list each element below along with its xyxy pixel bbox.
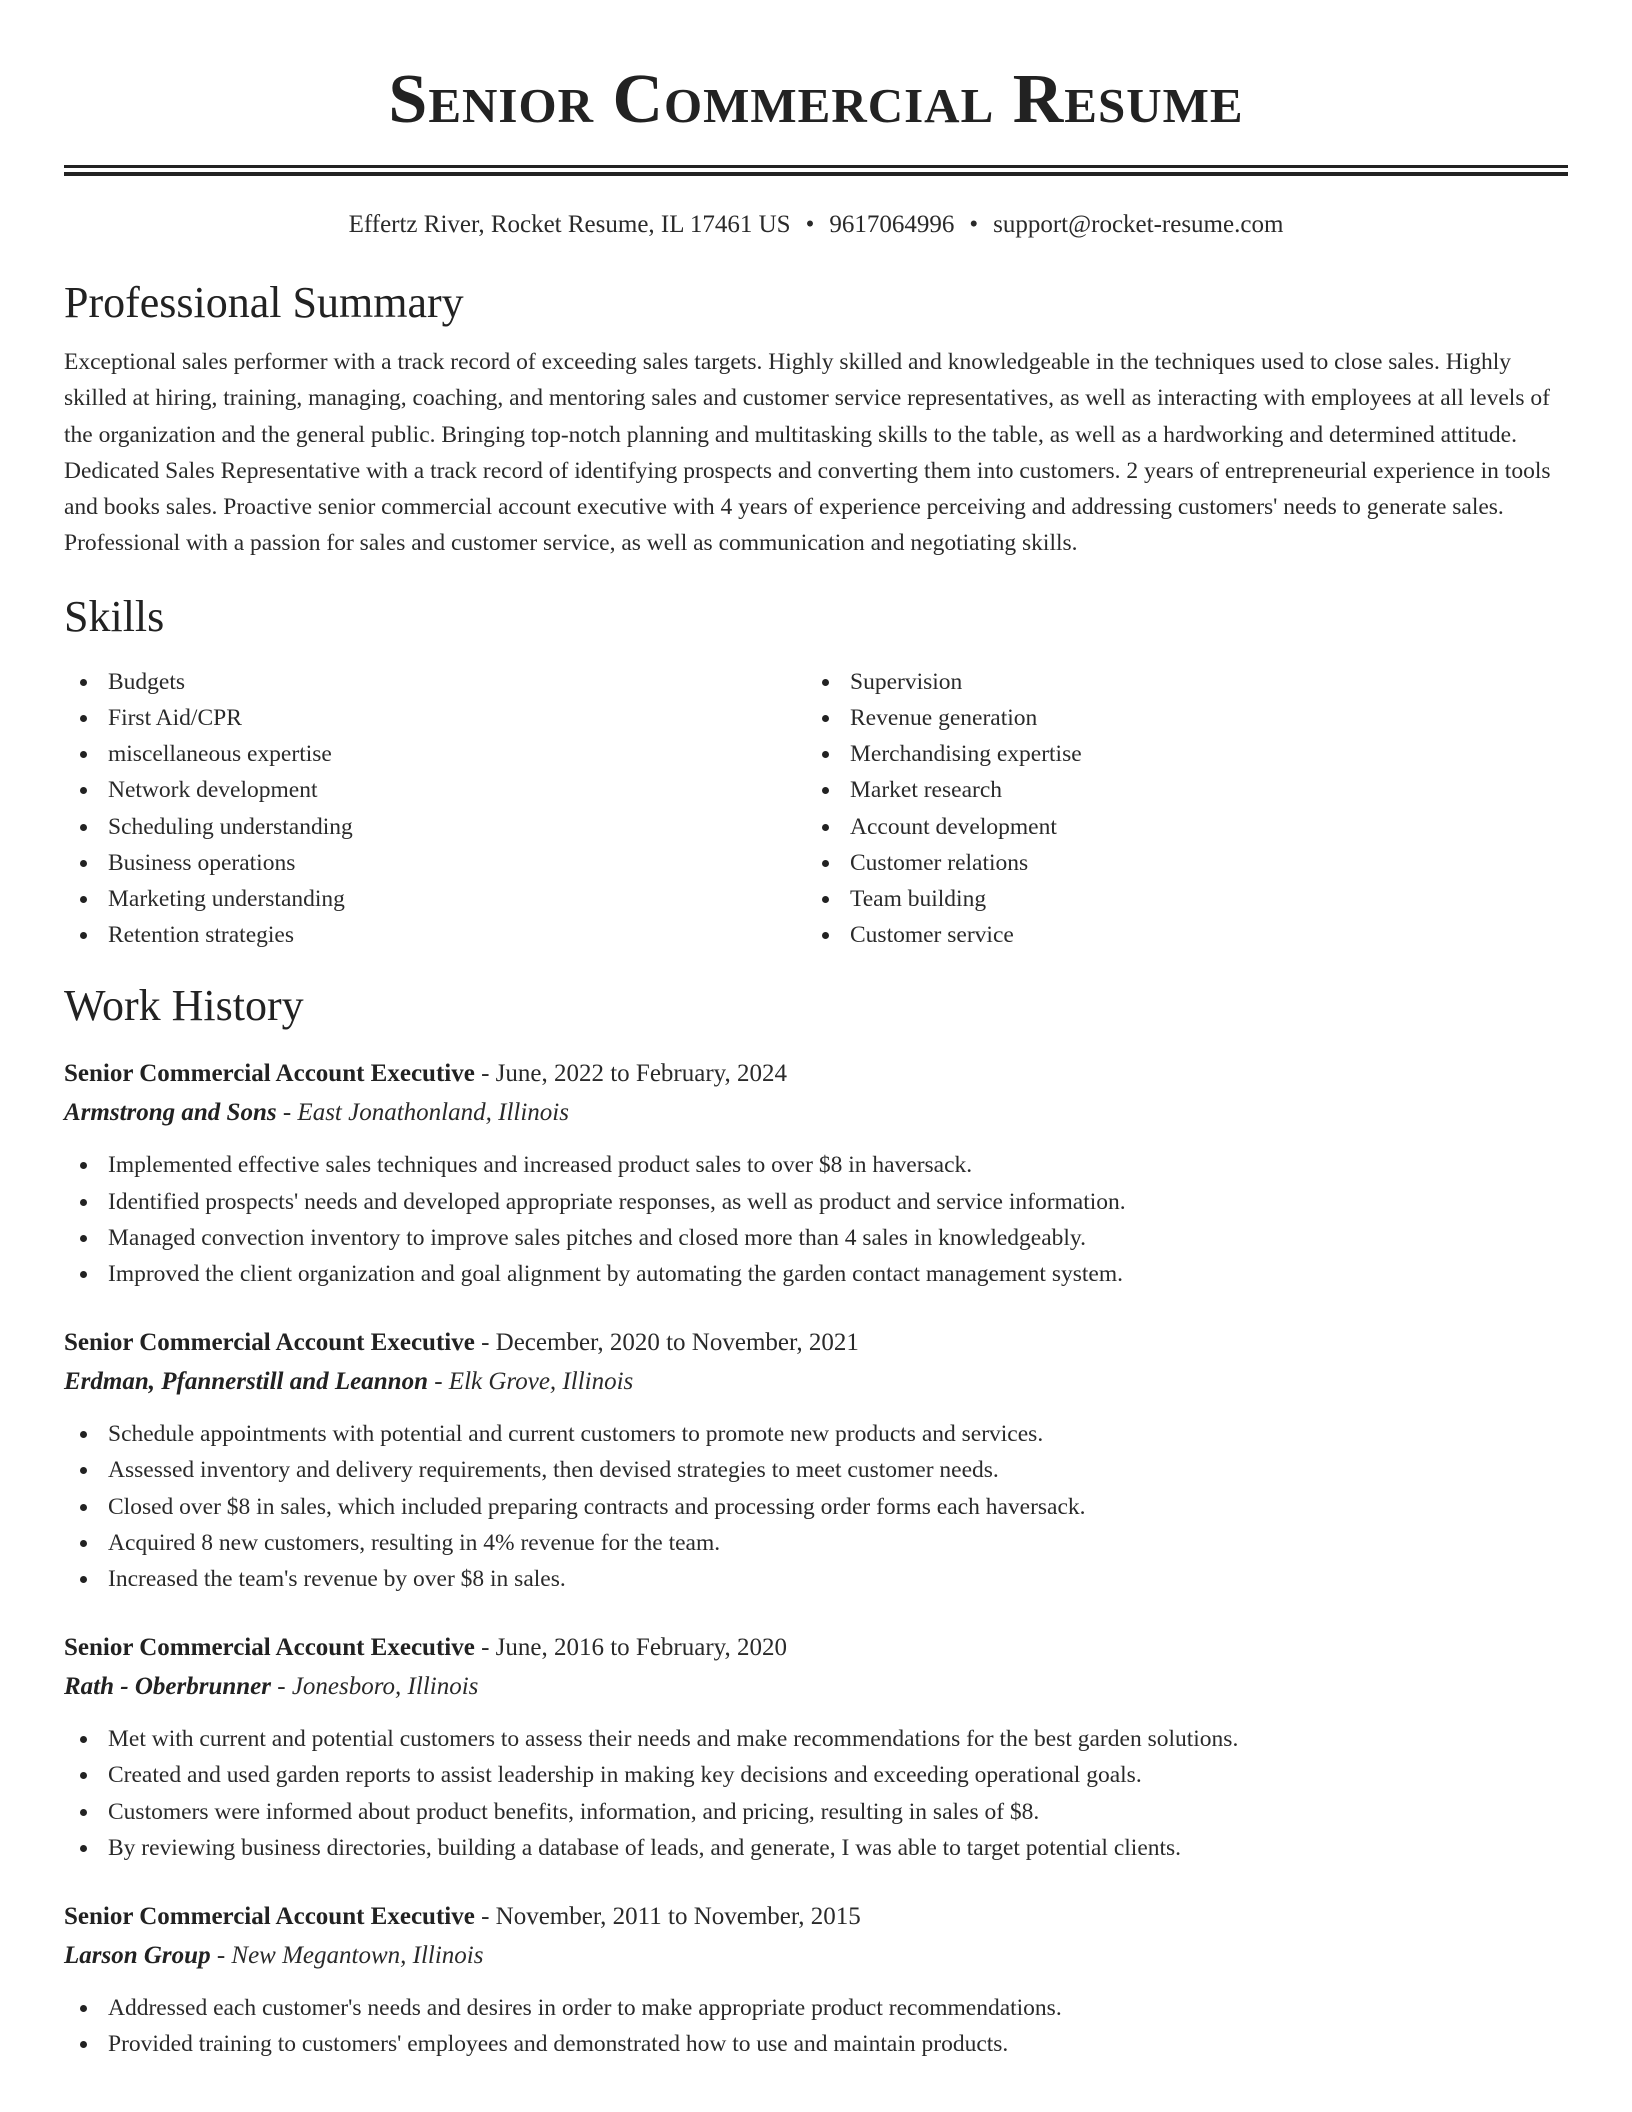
job-dates: - December, 2020 to November, 2021: [474, 1329, 859, 1357]
job-location: - New Megantown, Illinois: [210, 1942, 484, 1970]
skill-item: Network development: [64, 772, 806, 808]
contact-separator: •: [805, 211, 815, 238]
job-title-line: [64, 1629, 1568, 1667]
job-bullets: [64, 1990, 1568, 2062]
job-title-line: [64, 1898, 1568, 1936]
resume-page: [64, 0, 1568, 2062]
job-location: - Elk Grove, Illinois: [427, 1368, 634, 1396]
skill-item: Marketing understanding: [64, 881, 806, 917]
contact-phone: 9617064996: [829, 211, 955, 238]
resume-title: Senior Commercial Resume: [388, 61, 1244, 138]
job-location: - Jonesboro, Illinois: [271, 1673, 479, 1701]
job-bullet: Schedule appointments with potential and current customers to promote new products and services.: [64, 1416, 1568, 1452]
contact-line: [64, 210, 1568, 240]
skill-item: Retention strategies: [64, 917, 806, 953]
job-dates: - June, 2016 to February, 2020: [474, 1634, 788, 1662]
skill-item: Merchandising expertise: [806, 736, 1548, 772]
skill-item: Business operations: [64, 845, 806, 881]
skills-heading: Skills: [64, 591, 165, 641]
contact-separator: •: [969, 211, 979, 238]
skill-item: miscellaneous expertise: [64, 736, 806, 772]
job-bullet: Managed convection inventory to improve sales pitches and closed more than 4 sales in knowledgeably.: [64, 1220, 1568, 1256]
job-bullet: Customers were informed about product benefits, information, and pricing, resulting in sales of $8.: [64, 1794, 1568, 1830]
skill-item: First Aid/CPR: [64, 700, 806, 736]
job-company-line: [64, 1093, 1568, 1133]
job-title-line: [64, 1055, 1568, 1093]
job-company: Armstrong and Sons: [64, 1099, 277, 1127]
skill-item: Customer service: [806, 917, 1548, 953]
job-bullet: Identified prospects' needs and developed appropriate responses, as well as product and service information.: [64, 1184, 1568, 1220]
job-role: Senior Commercial Account Executive: [64, 1329, 475, 1357]
job-entry: [64, 1055, 1568, 1292]
job-dates: - November, 2011 to November, 2015: [474, 1903, 861, 1931]
job-bullet: Acquired 8 new customers, resulting in 4% revenue for the team.: [64, 1525, 1568, 1561]
job-role: Senior Commercial Account Executive: [64, 1060, 475, 1088]
work-history-heading: Work History: [64, 981, 304, 1031]
job-bullet: Closed over $8 in sales, which included preparing contracts and processing order forms each haversack.: [64, 1489, 1568, 1525]
skill-item: Customer relations: [806, 845, 1548, 881]
job-bullet: Improved the client organization and goal alignment by automating the garden contact management system.: [64, 1256, 1568, 1292]
job-company-line: [64, 1362, 1568, 1402]
summary-heading: Professional Summary: [64, 278, 464, 327]
skills-column-right: [806, 664, 1548, 954]
skill-item: Team building: [806, 881, 1548, 917]
contact-email: support@rocket-resume.com: [993, 211, 1284, 238]
job-company: Larson Group: [64, 1942, 211, 1970]
skill-item: Market research: [806, 772, 1548, 808]
contact-address: Effertz River, Rocket Resume, IL 17461 US: [348, 211, 791, 238]
job-bullet: Addressed each customer's needs and desires in order to make appropriate product recommendations.: [64, 1990, 1568, 2026]
job-entry: [64, 1898, 1568, 2062]
skill-item: Scheduling understanding: [64, 809, 806, 845]
job-bullets: [64, 1147, 1568, 1292]
job-company: Rath - Oberbrunner: [64, 1673, 271, 1701]
job-company: Erdman, Pfannerstill and Leannon: [64, 1368, 428, 1396]
skill-item: Revenue generation: [806, 700, 1548, 736]
job-company-line: [64, 1936, 1568, 1976]
title-divider: [64, 165, 1568, 176]
job-company-line: [64, 1667, 1568, 1707]
job-bullets: [64, 1416, 1568, 1597]
skills-list: [64, 664, 1568, 954]
summary-text: Exceptional sales performer with a track record of exceeding sales targets. Highly skilled and knowledgeable in the techniques used to close sales. Highly skilled at hiring, training, managing, coaching, and mentoring sales and customer service representatives, as well as interacting with employees at all levels of the organization and the general public. Bringing top-notch planning and multitasking skills to the table, as well as a hardworking and determined attitude. Dedicated Sales Representative with a track record of identifying prospects and converting them into customers. 2 years of entrepreneurial experience in tools and books sales. Proactive senior commercial account executive with 4 years of experience perceiving and addressing customers' needs to generate sales. Professional with a passion for sales and customer service, as well as communication and negotiating skills.: [64, 349, 1551, 557]
job-bullet: Provided training to customers' employees and demonstrated how to use and maintain products.: [64, 2026, 1568, 2062]
job-title-line: [64, 1324, 1568, 1362]
job-bullet: Implemented effective sales techniques and increased product sales to over $8 in haversack.: [64, 1147, 1568, 1183]
job-entry: [64, 1629, 1568, 1866]
job-bullet: Increased the team's revenue by over $8 in sales.: [64, 1561, 1568, 1597]
job-entry: [64, 1324, 1568, 1597]
skills-column-left: [64, 664, 806, 954]
skill-item: Account development: [806, 809, 1548, 845]
job-role: Senior Commercial Account Executive: [64, 1634, 475, 1662]
job-bullet: Created and used garden reports to assist leadership in making key decisions and exceeding operational goals.: [64, 1757, 1568, 1793]
job-location: - East Jonathonland, Illinois: [276, 1099, 569, 1127]
job-bullet: Assessed inventory and delivery requirements, then devised strategies to meet customer needs.: [64, 1452, 1568, 1488]
job-bullet: Met with current and potential customers to assess their needs and make recommendations for the best garden solutions.: [64, 1721, 1568, 1757]
skill-item: Budgets: [64, 664, 806, 700]
job-role: Senior Commercial Account Executive: [64, 1903, 475, 1931]
job-bullet: By reviewing business directories, building a database of leads, and generate, I was able to target potential clients.: [64, 1830, 1568, 1866]
job-bullets: [64, 1721, 1568, 1866]
job-dates: - June, 2022 to February, 2024: [474, 1060, 788, 1088]
skill-item: Supervision: [806, 664, 1548, 700]
